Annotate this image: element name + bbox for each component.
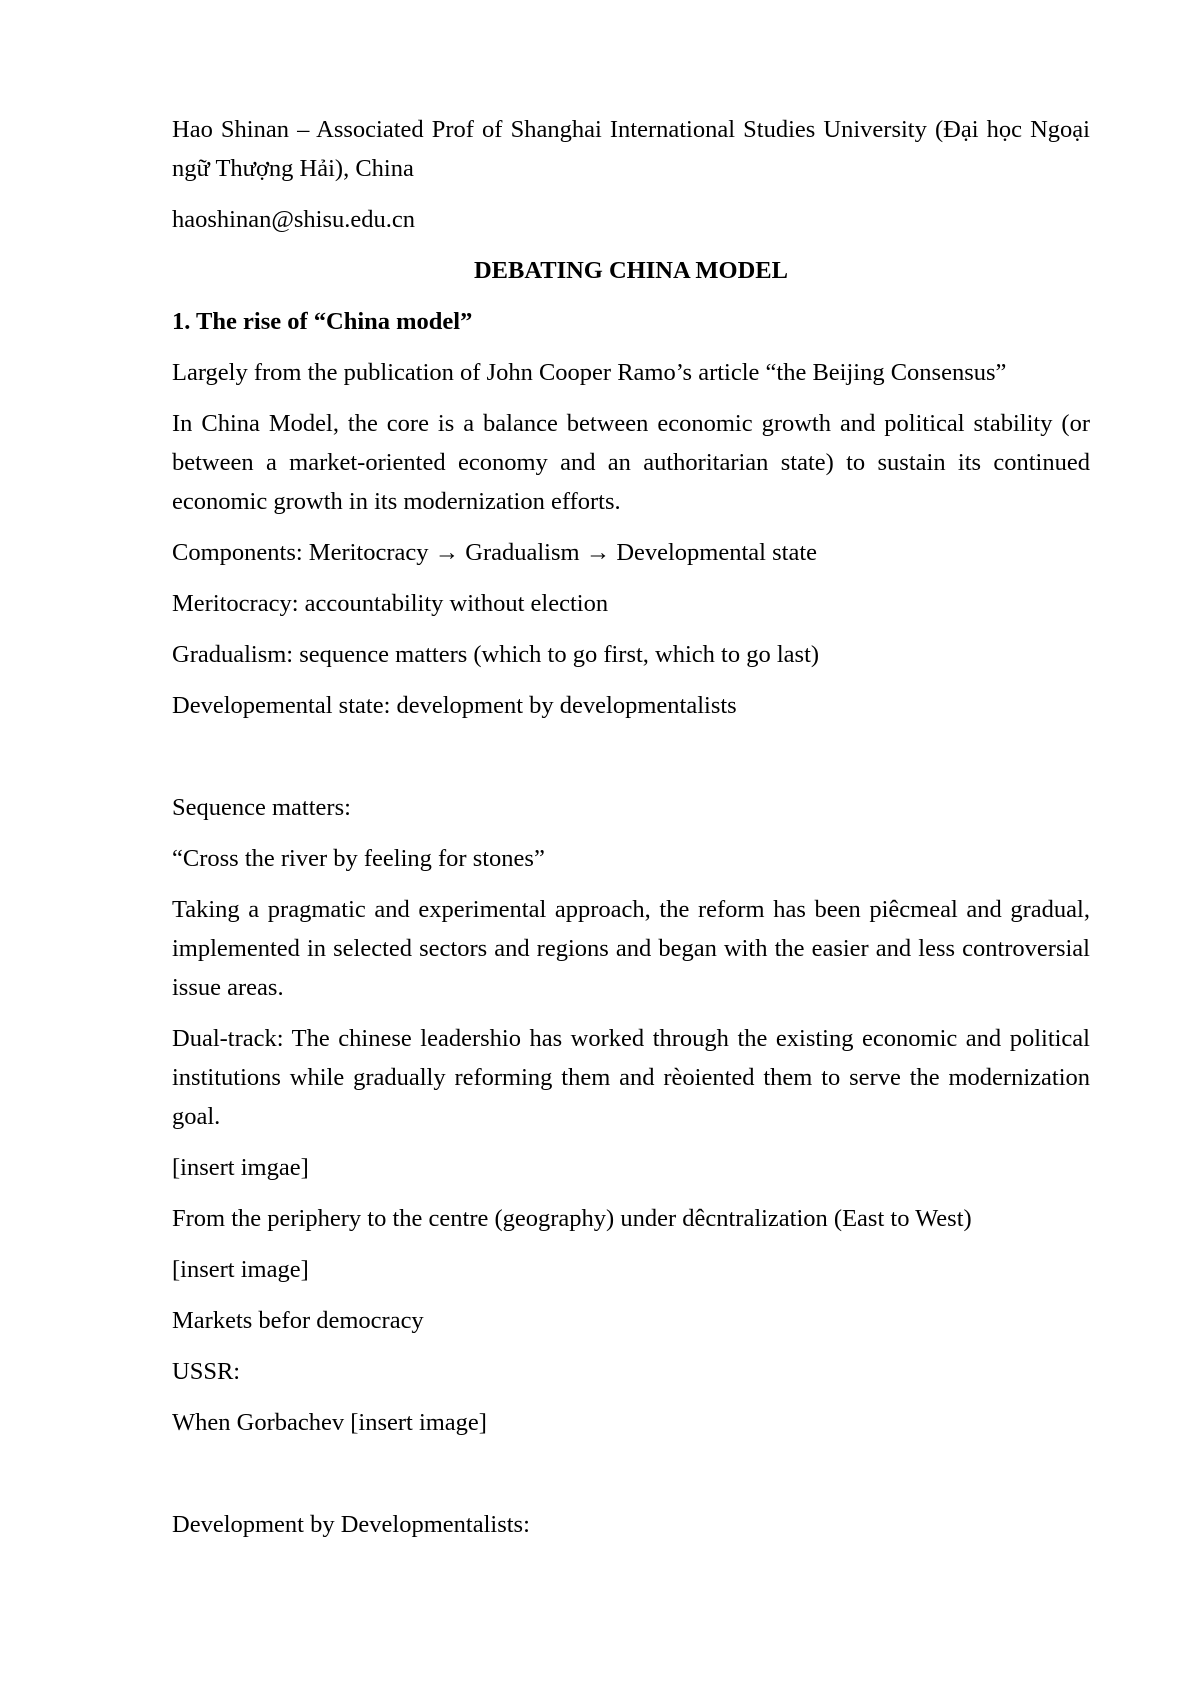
blank-line (172, 737, 1090, 776)
paragraph: [insert image] (172, 1256, 309, 1283)
paragraph: When Gorbachev [insert image] (172, 1409, 487, 1436)
document-body (172, 110, 1090, 1556)
paragraph: Gradualism: sequence matters (which to go first, which to go last) (172, 641, 820, 668)
paragraph: Development by Developmentalists: (172, 1511, 530, 1538)
paragraph: Largely from the publication of John Cooper Ramo’s article “the Beijing Consensus” (172, 359, 1007, 386)
paragraph: Components: Meritocracy → Gradualism → Developmental state (172, 539, 818, 566)
paragraph: Taking a pragmatic and experimental approach, the reform has been piêcmeal and gradual, implemented in selected sectors and regions and began with the easier and less controversial issue areas. (172, 896, 1090, 1001)
paragraph: “Cross the river by feeling for stones” (172, 845, 545, 872)
paragraph: Sequence matters: (172, 794, 351, 821)
paragraph: In China Model, the core is a balance between economic growth and political stability (or between a market-oriented economy and an authoritarian state) to sustain its continued economic growth in its modernization efforts. (172, 410, 1090, 515)
paragraph: Developemental state: development by developmentalists (172, 692, 737, 719)
author-email: haoshinan@shisu.edu.cn (172, 206, 416, 233)
paragraph: USSR: (172, 1358, 241, 1385)
paragraph: Markets befor democracy (172, 1307, 424, 1334)
paragraph: Meritocracy: accountability without election (172, 590, 609, 617)
author-line: Hao Shinan – Associated Prof of Shanghai International Studies University (Đại học Ngoại ngữ Thượng Hải), China (172, 116, 1090, 182)
document-title: DEBATING CHINA MODEL (473, 257, 788, 284)
paragraph: [insert imgae] (172, 1154, 309, 1181)
paragraph: Dual-track: The chinese leadershio has worked through the existing economic and political institutions while gradually reforming them and rèoiented them to serve the modernization goal. (172, 1025, 1090, 1130)
paragraph: From the periphery to the centre (geography) under dêcntralization (East to West) (172, 1205, 972, 1232)
blank-line (172, 1454, 1090, 1493)
section-heading: 1. The rise of “China model” (172, 308, 473, 335)
